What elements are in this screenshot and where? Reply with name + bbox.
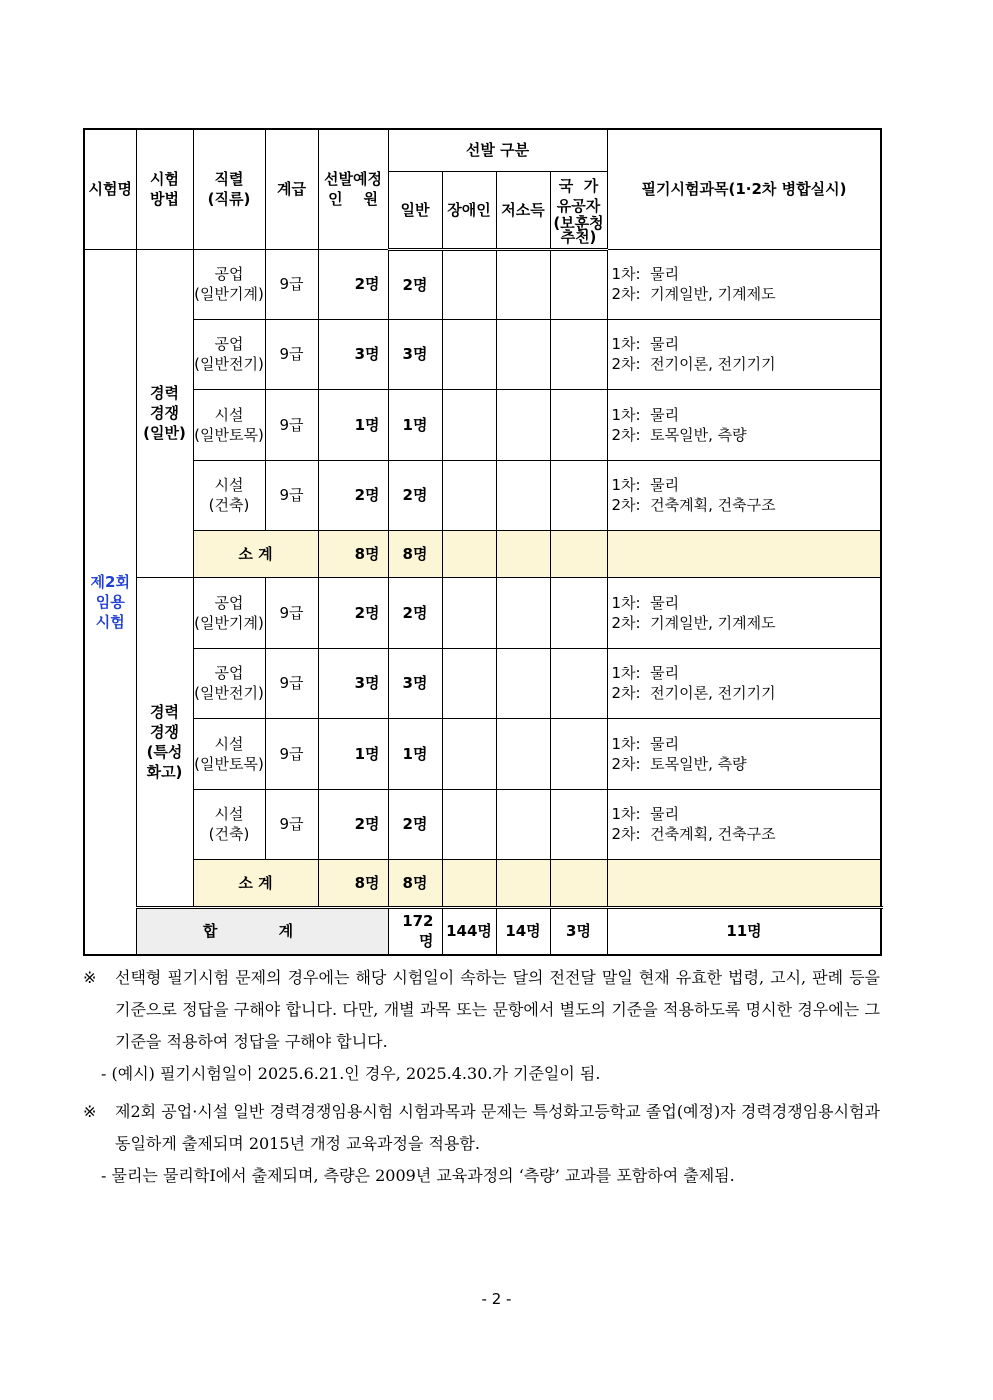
low-income-cell xyxy=(496,319,550,389)
planned-cell: 2명 xyxy=(318,460,388,530)
planned-cell: 3명 xyxy=(318,648,388,718)
header-exam-method: 시험 방법 xyxy=(136,129,193,249)
table-row xyxy=(84,249,881,319)
disabled-cell xyxy=(442,789,496,859)
job-cell: 공업 (일반전기) xyxy=(193,319,265,389)
page-number: - 2 - xyxy=(481,1290,512,1308)
general-cell: 3명 xyxy=(388,319,442,389)
subjects-cell: 1차: 물리 2차: 건축계획, 건축구조 xyxy=(607,789,881,859)
grade-cell: 9급 xyxy=(265,577,318,648)
total-general: 144명 xyxy=(442,907,496,955)
low-income-cell xyxy=(496,648,550,718)
subtotal-label: 소 계 xyxy=(193,530,318,577)
exam-schedule-table xyxy=(83,128,882,956)
grade-cell: 9급 xyxy=(265,648,318,718)
table-row xyxy=(84,389,881,460)
subtotal-planned: 8명 xyxy=(318,859,388,907)
subjects-cell: 1차: 물리 2차: 전기이론, 전기기기 xyxy=(607,319,881,389)
reference-mark-icon: ※ xyxy=(83,968,97,987)
job-cell: 시설 (건축) xyxy=(193,460,265,530)
header-subjects: 필기시험과목(1·2차 병합실시) xyxy=(607,129,881,249)
job-cell: 시설 (일반토목) xyxy=(193,389,265,460)
planned-cell: 2명 xyxy=(318,577,388,648)
general-cell: 2명 xyxy=(388,460,442,530)
general-cell: 1명 xyxy=(388,718,442,789)
total-veteran: 11명 xyxy=(607,907,881,955)
job-cell: 공업 (일반기계) xyxy=(193,249,265,319)
table-row xyxy=(84,718,881,789)
veteran-cell xyxy=(550,789,607,859)
table-row xyxy=(84,460,881,530)
exam-method-cell: 경력 경쟁 (일반) xyxy=(136,249,193,577)
low-income-cell xyxy=(496,718,550,789)
total-disabled: 14명 xyxy=(496,907,550,955)
exam-name-cell: 제2회 임용 시험 xyxy=(84,249,136,955)
total-label: 합 계 xyxy=(136,907,388,955)
general-cell: 2명 xyxy=(388,577,442,648)
grade-cell: 9급 xyxy=(265,789,318,859)
subjects-cell: 1차: 물리 2차: 기계일반, 기계제도 xyxy=(607,577,881,648)
disabled-cell xyxy=(442,648,496,718)
general-cell: 1명 xyxy=(388,389,442,460)
general-cell: 3명 xyxy=(388,648,442,718)
disabled-cell xyxy=(442,460,496,530)
note-1: ※ 선택형 필기시험 문제의 경우에는 해당 시험일이 속하는 달의 전전달 말일 현재 유효한 법령, 고시, 판례 등을 기준으로 정답을 구해야 합니다. 다만, 개별 과목 또는 문항에서 별도의 기준을 적용하도록 명시한 경우에는 그 기준을 적용하여 정답을 구해야 합니다. xyxy=(83,962,880,1058)
reference-mark-icon: ※ xyxy=(83,1102,97,1121)
planned-cell: 2명 xyxy=(318,789,388,859)
header-grade: 계급 xyxy=(265,129,318,249)
header-row-1 xyxy=(84,129,881,171)
header-disabled: 장애인 xyxy=(442,171,496,249)
total-planned: 172명 xyxy=(388,907,442,955)
low-income-cell xyxy=(496,460,550,530)
note-2: ※ 제2회 공업·시설 일반 경력경쟁임용시험 시험과목과 문제는 특성화고등학교 졸업(예정)자 경력경쟁임용시험과 동일하게 출제되며 2015년 개정 교육과정을 적용함. xyxy=(83,1096,880,1160)
subjects-cell: 1차: 물리 2차: 전기이론, 전기기기 xyxy=(607,648,881,718)
job-cell: 공업 (일반전기) xyxy=(193,648,265,718)
notes-section xyxy=(83,962,880,1192)
disabled-cell xyxy=(442,389,496,460)
job-cell: 시설 (건축) xyxy=(193,789,265,859)
grade-cell: 9급 xyxy=(265,389,318,460)
subjects-cell: 1차: 물리 2차: 토목일반, 측량 xyxy=(607,389,881,460)
low-income-cell xyxy=(496,577,550,648)
exam-method-cell: 경력 경쟁 (특성 화고) xyxy=(136,577,193,907)
veteran-cell xyxy=(550,577,607,648)
veteran-cell xyxy=(550,460,607,530)
table-row xyxy=(84,789,881,859)
general-cell: 2명 xyxy=(388,249,442,319)
job-cell: 시설 (일반토목) xyxy=(193,718,265,789)
planned-cell: 3명 xyxy=(318,319,388,389)
grade-cell: 9급 xyxy=(265,249,318,319)
note-1-example: - (예시) 필기시험일이 2025.6.21.인 경우, 2025.4.30.가 기준일이 됨. xyxy=(101,1064,601,1083)
planned-cell: 1명 xyxy=(318,718,388,789)
table-row xyxy=(84,319,881,389)
veteran-cell xyxy=(550,718,607,789)
header-exam-name: 시험명 xyxy=(84,129,136,249)
header-general: 일반 xyxy=(388,171,442,249)
subjects-cell: 1차: 물리 2차: 기계일반, 기계제도 xyxy=(607,249,881,319)
header-job: 직렬 (직류) xyxy=(193,129,265,249)
subtotal-label: 소 계 xyxy=(193,859,318,907)
grade-cell: 9급 xyxy=(265,718,318,789)
grade-cell: 9급 xyxy=(265,460,318,530)
subtotal-planned: 8명 xyxy=(318,530,388,577)
subtotal-row xyxy=(84,859,881,907)
subjects-cell: 1차: 물리 2차: 토목일반, 측량 xyxy=(607,718,881,789)
note-2-detail: - 물리는 물리학Ⅰ에서 출제되며, 측량은 2009년 교육과정의 ‘측량’ 교과를 포함하여 출제됨. xyxy=(101,1166,735,1185)
disabled-cell xyxy=(442,577,496,648)
disabled-cell xyxy=(442,319,496,389)
low-income-cell xyxy=(496,389,550,460)
veteran-cell xyxy=(550,319,607,389)
job-cell: 공업 (일반기계) xyxy=(193,577,265,648)
general-cell: 2명 xyxy=(388,789,442,859)
planned-cell: 2명 xyxy=(318,249,388,319)
planned-cell: 1명 xyxy=(318,389,388,460)
low-income-cell xyxy=(496,789,550,859)
header-selection: 선발 구분 xyxy=(388,129,607,171)
disabled-cell xyxy=(442,718,496,789)
total-low-income: 3명 xyxy=(550,907,607,955)
subtotal-general: 8명 xyxy=(388,530,442,577)
veteran-cell xyxy=(550,249,607,319)
subtotal-general: 8명 xyxy=(388,859,442,907)
header-low-income: 저소득 xyxy=(496,171,550,249)
subjects-cell: 1차: 물리 2차: 건축계획, 건축구조 xyxy=(607,460,881,530)
total-row xyxy=(84,907,881,955)
low-income-cell xyxy=(496,249,550,319)
header-veteran: 국 가 유공자 (보훈청추천) xyxy=(550,171,607,249)
table-row xyxy=(84,577,881,648)
header-planned: 선발예정 인 원 xyxy=(318,129,388,249)
veteran-cell xyxy=(550,389,607,460)
disabled-cell xyxy=(442,249,496,319)
grade-cell: 9급 xyxy=(265,319,318,389)
subtotal-row xyxy=(84,530,881,577)
veteran-cell xyxy=(550,648,607,718)
table-row xyxy=(84,648,881,718)
